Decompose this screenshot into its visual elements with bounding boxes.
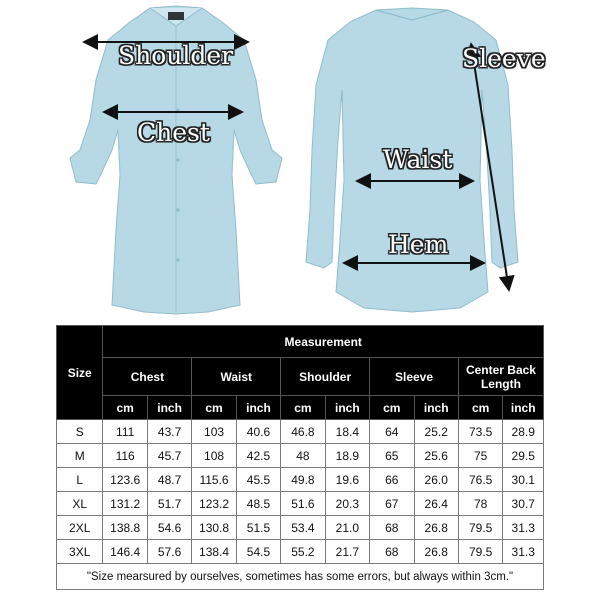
value-cell: 78 [458,492,502,516]
table-row [57,468,544,492]
size-disclaimer-note: "Size mearsured by ourselves, sometimes has some errors, but always within 3cm." [57,564,544,590]
value-cell: 54.6 [147,516,191,540]
unit-header: cm [370,396,414,420]
size-cell: S [57,420,103,444]
value-cell: 21.7 [325,540,369,564]
value-cell: 18.9 [325,444,369,468]
value-cell: 66 [370,468,414,492]
value-cell: 48.5 [236,492,280,516]
value-cell: 75 [458,444,502,468]
value-cell: 67 [370,492,414,516]
measurement-header: Measurement [103,326,544,358]
value-cell: 45.7 [147,444,191,468]
value-cell: 19.6 [325,468,369,492]
value-cell: 30.1 [503,468,544,492]
value-cell: 130.8 [192,516,236,540]
value-cell: 103 [192,420,236,444]
size-cell: XL [57,492,103,516]
value-cell: 25.6 [414,444,458,468]
hem-label: Hem [388,230,449,259]
size-cell: 3XL [57,540,103,564]
value-cell: 30.7 [503,492,544,516]
value-cell: 131.2 [103,492,147,516]
value-cell: 76.5 [458,468,502,492]
value-cell: 28.9 [503,420,544,444]
size-chart-table [56,325,544,590]
size-header: Size [57,326,103,420]
size-cell: 2XL [57,516,103,540]
value-cell: 26.8 [414,540,458,564]
value-cell: 48.7 [147,468,191,492]
value-cell: 26.0 [414,468,458,492]
table-row [57,540,544,564]
value-cell: 26.4 [414,492,458,516]
value-cell: 51.5 [236,516,280,540]
chest-label: Chest [137,118,210,147]
group-header-waist: Waist [192,358,281,396]
value-cell: 68 [370,516,414,540]
value-cell: 51.7 [147,492,191,516]
value-cell: 31.3 [503,516,544,540]
table-row [57,420,544,444]
table-row [57,492,544,516]
unit-header: inch [325,396,369,420]
value-cell: 18.4 [325,420,369,444]
value-cell: 123.6 [103,468,147,492]
value-cell: 65 [370,444,414,468]
value-cell: 48 [281,444,325,468]
value-cell: 55.2 [281,540,325,564]
unit-header: inch [147,396,191,420]
value-cell: 68 [370,540,414,564]
value-cell: 54.5 [236,540,280,564]
value-cell: 46.8 [281,420,325,444]
group-header-center-back-length: Center Back Length [458,358,543,396]
value-cell: 123.2 [192,492,236,516]
value-cell: 73.5 [458,420,502,444]
value-cell: 138.4 [192,540,236,564]
value-cell: 43.7 [147,420,191,444]
value-cell: 29.5 [503,444,544,468]
table-row [57,444,544,468]
value-cell: 26.8 [414,516,458,540]
shoulder-label: Shoulder [118,41,234,70]
value-cell: 21.0 [325,516,369,540]
value-cell: 49.8 [281,468,325,492]
value-cell: 138.8 [103,516,147,540]
value-cell: 108 [192,444,236,468]
unit-header: inch [236,396,280,420]
sleeve-label: Sleeve [462,44,546,73]
size-cell: L [57,468,103,492]
value-cell: 79.5 [458,540,502,564]
value-cell: 20.3 [325,492,369,516]
value-cell: 51.6 [281,492,325,516]
value-cell: 45.5 [236,468,280,492]
size-cell: M [57,444,103,468]
unit-header: cm [103,396,147,420]
value-cell: 42.5 [236,444,280,468]
value-cell: 25.2 [414,420,458,444]
value-cell: 53.4 [281,516,325,540]
value-cell: 115.6 [192,468,236,492]
value-cell: 111 [103,420,147,444]
value-cell: 64 [370,420,414,444]
table-row [57,516,544,540]
value-cell: 40.6 [236,420,280,444]
unit-header: cm [458,396,502,420]
group-header-sleeve: Sleeve [370,358,459,396]
group-header-chest: Chest [103,358,192,396]
value-cell: 116 [103,444,147,468]
unit-header: inch [414,396,458,420]
group-header-shoulder: Shoulder [281,358,370,396]
value-cell: 57.6 [147,540,191,564]
unit-header: cm [281,396,325,420]
waist-label: Waist [383,145,453,174]
value-cell: 31.3 [503,540,544,564]
value-cell: 146.4 [103,540,147,564]
unit-header: inch [503,396,544,420]
value-cell: 79.5 [458,516,502,540]
unit-header: cm [192,396,236,420]
